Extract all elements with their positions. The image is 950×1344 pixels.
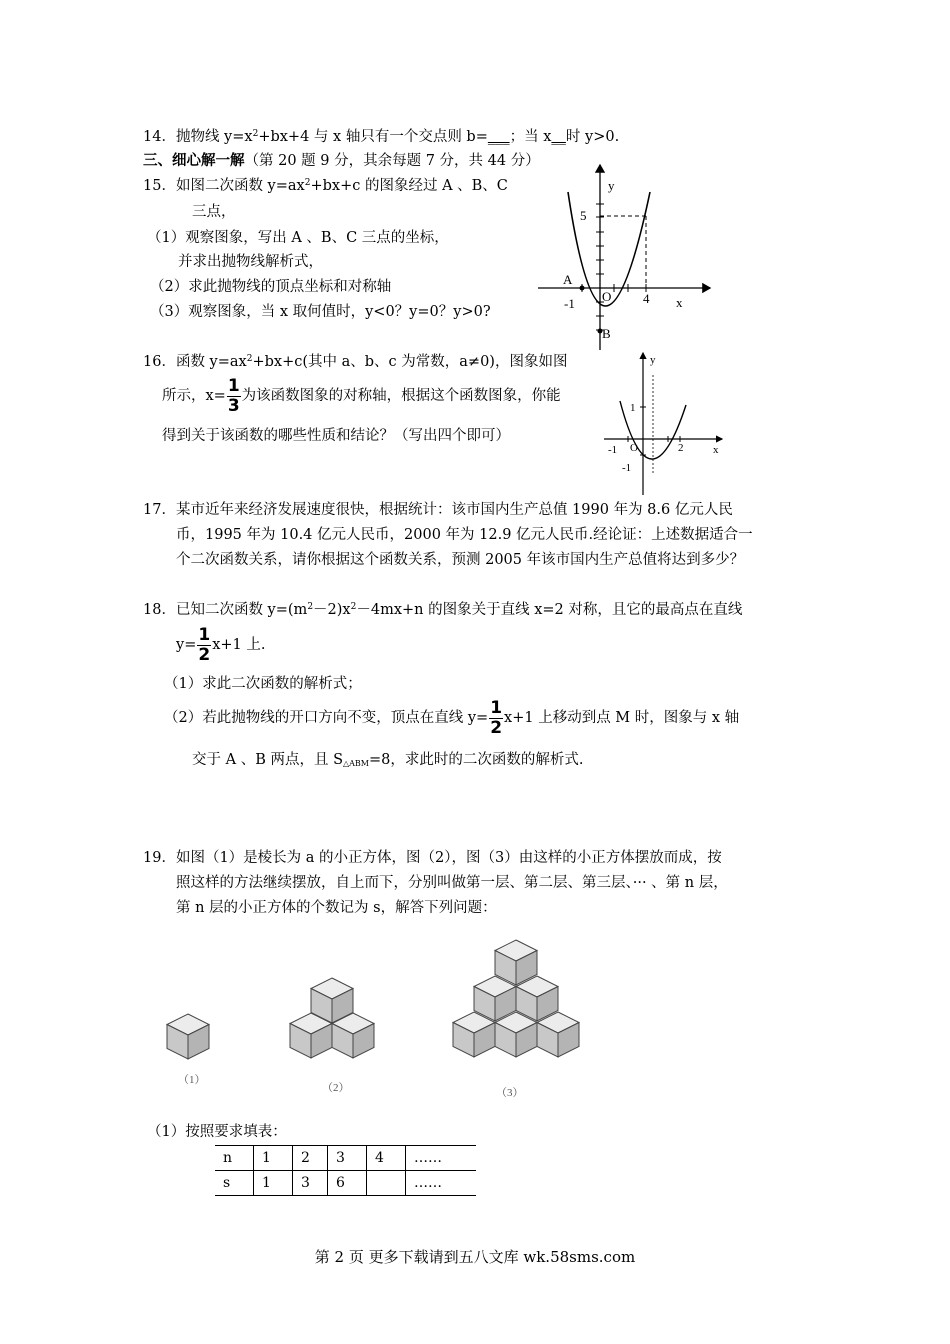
point-A bbox=[580, 286, 585, 291]
label-A: A bbox=[563, 272, 573, 287]
q15-part2: （2）求此抛物线的顶点坐标和对称轴 bbox=[150, 279, 392, 295]
q15-parabola-graph bbox=[530, 160, 720, 360]
table-cell: …… bbox=[406, 1146, 477, 1171]
q15-line1: 15．如图二次函数 $y=ax^2+bx+c$ 的图象经过 A 、B、C bbox=[143, 178, 508, 194]
label-O: O bbox=[630, 442, 638, 454]
q15-part1b: 并求出抛物线解析式， bbox=[178, 254, 323, 270]
cube-fig1 bbox=[167, 1014, 209, 1059]
q15-part1: （1）观察图象，写出 A 、B、C 三点的坐标， bbox=[147, 230, 449, 246]
q19-line2: 照这样的方法继续摆放，自上而下，分别叫做第一层、第二层、第三层、··· 、第 n 层， bbox=[176, 875, 728, 891]
q17-line2: 币，1995 年为 10.4 亿元人民币，2000 年为 12.9 亿元人民币.经论证：上述数据适合一 bbox=[176, 527, 753, 543]
q15-part3: （3）观察图象，当 x 取何值时，y<0？y=0？y>0? bbox=[150, 304, 491, 320]
label-2: 2 bbox=[678, 442, 684, 454]
table-cell: 1 bbox=[254, 1146, 293, 1171]
label-neg1: -1 bbox=[564, 296, 575, 311]
fraction-one-third: $\frac{1}{3}$ bbox=[227, 375, 240, 416]
cube-fig3-mid-left bbox=[474, 976, 516, 1021]
q15-line2: 三点， bbox=[192, 204, 236, 220]
label-B: B bbox=[602, 326, 611, 341]
q17-line3: 个二次函数关系，请你根据这个函数关系，预测 2005 年该市国内生产总值将达到多少？ bbox=[176, 552, 745, 568]
table-cell: 4 bbox=[367, 1146, 406, 1171]
table-cell: 2 bbox=[293, 1146, 328, 1171]
q17-line1: 17．某市近年来经济发展速度很快，根据统计：该市国内生产总值 1990 年为 8.6 亿元人民 bbox=[143, 502, 733, 518]
label-1: 1 bbox=[630, 402, 636, 414]
label-O: O bbox=[602, 289, 612, 304]
table-cell: …… bbox=[406, 1171, 477, 1196]
table-row-s bbox=[215, 1171, 476, 1196]
table-cell: 6 bbox=[328, 1171, 367, 1196]
fraction-one-half: $\frac{1}{2}$ bbox=[198, 624, 211, 665]
q18-line1: 18．已知二次函数 $y=(m^2-2)x^2-4mx+n$ 的图象关于直线 x=2 对称，且它的最高点在直线 bbox=[143, 602, 743, 618]
table-cell: s bbox=[215, 1171, 254, 1196]
cube-figures bbox=[140, 930, 600, 1100]
q16-line3: 得到关于该函数的哪些性质和结论？（写出四个即可） bbox=[162, 428, 510, 444]
label-5: 5 bbox=[580, 208, 587, 223]
q19-line1: 19．如图（1）是棱长为 a 的小正方体，图（2），图（3）由这样的小正方体摆放而成，按 bbox=[143, 850, 722, 866]
cube-fig3-top bbox=[495, 940, 537, 985]
y-label: y bbox=[650, 354, 656, 366]
cube-fig3-bot-right bbox=[537, 1012, 579, 1057]
fig3-label: （3） bbox=[496, 1087, 524, 1099]
fig1-label: （1） bbox=[178, 1074, 206, 1086]
cube-fig3-mid-right bbox=[516, 976, 558, 1021]
label-4: 4 bbox=[643, 291, 650, 306]
label-neg1-y: -1 bbox=[622, 462, 632, 474]
table-cell: 1 bbox=[254, 1171, 293, 1196]
cube-fig3-bot-mid bbox=[495, 1012, 537, 1057]
fraction-one-half-2: $\frac{1}{2}$ bbox=[490, 697, 503, 738]
section-3-heading: 三、细心解一解（第 20 题 9 分，其余每题 7 分，共 44 分） bbox=[143, 152, 540, 169]
page-footer: 第 2 页 更多下载请到五八文库 wk.58sms.com bbox=[314, 1248, 636, 1266]
q19-sub1: （1）按照要求填表： bbox=[147, 1124, 287, 1140]
label-neg1-x: -1 bbox=[608, 444, 618, 456]
q16-line2: 所示，x= $\frac{1}{3}$ 为该函数图象的对称轴，根据这个函数图象，你能 bbox=[162, 375, 561, 416]
q18-part1: （1）求此二次函数的解析式； bbox=[164, 676, 362, 692]
q18-line2: y= $\frac{1}{2}$ x+1 上. bbox=[176, 624, 266, 665]
q16-parabola-graph bbox=[600, 345, 730, 495]
q14-line: 14．抛物线 $y=x^2+bx+4$ 与 x 轴只有一个交点则 b=___；当 x__时 y>0. bbox=[143, 129, 620, 145]
fig2-label: （2） bbox=[322, 1082, 350, 1094]
q19-line3: 第 n 层的小正方体的个数记为 s，解答下列问题： bbox=[176, 900, 497, 916]
y-label: y bbox=[608, 178, 615, 193]
x-label: x bbox=[713, 444, 719, 456]
table-cell: n bbox=[215, 1146, 254, 1171]
table-cell-blank[interactable] bbox=[367, 1171, 406, 1196]
q18-part2: （2）若此抛物线的开口方向不变，顶点在直线 y= $\frac{1}{2}$ x+1 上移动到点 M 时，图象与 x 轴 bbox=[164, 697, 740, 738]
table-row-n bbox=[215, 1146, 476, 1171]
table-cell: 3 bbox=[293, 1171, 328, 1196]
fill-in-table bbox=[215, 1145, 476, 1196]
table-cell: 3 bbox=[328, 1146, 367, 1171]
q16-line1: 16．函数 $y=ax^2+bx+c$(其中 a、b、c 为常数，a≠0)，图象如图 bbox=[143, 354, 568, 370]
q18-part3: 交于 A 、B 两点，且 $S_{\triangle ABM}=8$，求此时的二次函数的解析式. bbox=[192, 752, 584, 768]
x-label: x bbox=[676, 295, 683, 310]
cube-fig3-bot-left bbox=[453, 1012, 495, 1057]
